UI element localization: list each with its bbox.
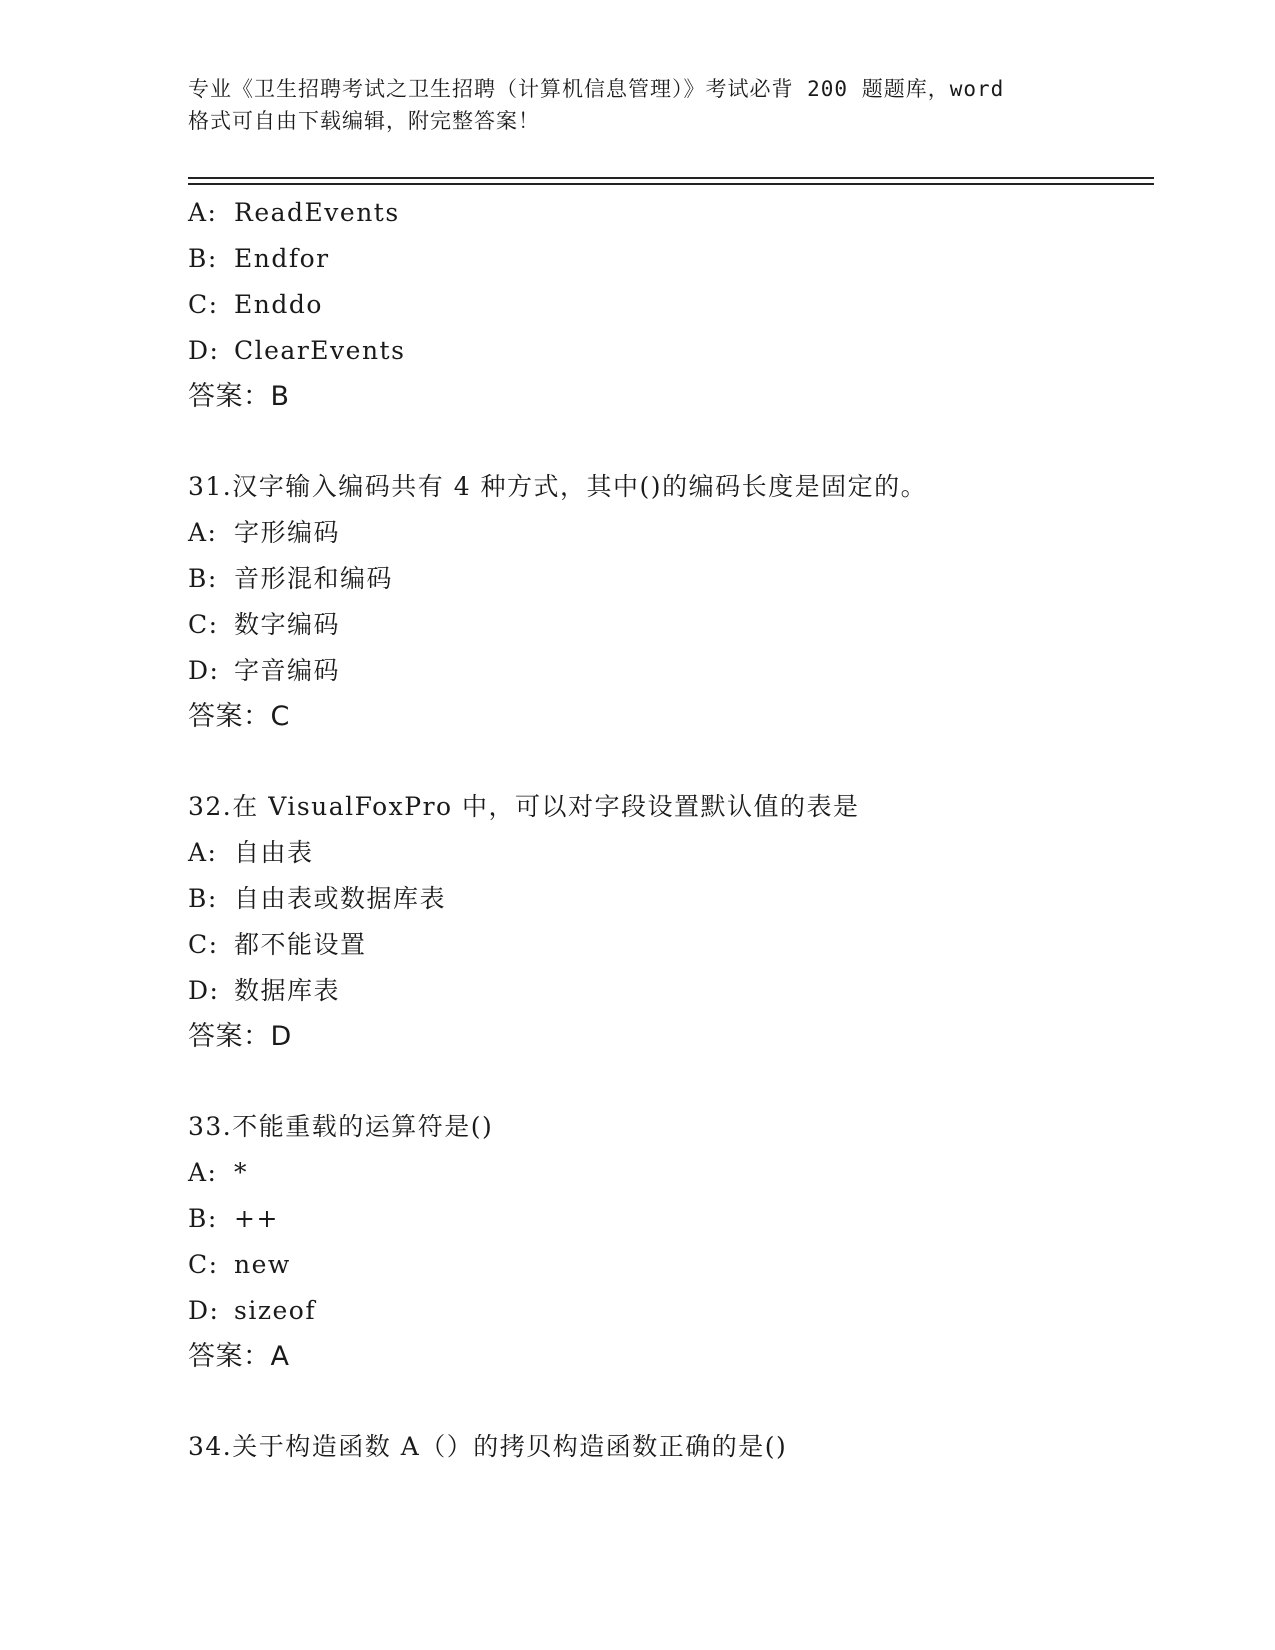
question-text: 33.不能重载的运算符是() — [188, 1112, 494, 1141]
question-text: 34.关于构造函数 A（）的拷贝构造函数正确的是() — [188, 1432, 788, 1461]
question-block — [188, 1104, 1154, 1380]
option-a: A: ReadEvents — [188, 198, 400, 227]
option-b: B: 自由表或数据库表 — [188, 884, 447, 913]
header-divider-bottom — [188, 183, 1154, 185]
option-d: D: sizeof — [188, 1296, 317, 1325]
question-block — [188, 1424, 1154, 1470]
option-d: D: 字音编码 — [188, 656, 341, 685]
option-d: D: 数据库表 — [188, 976, 341, 1005]
option-d: D: ClearEvents — [188, 336, 406, 365]
option-a: A: * — [188, 1158, 248, 1187]
option-a: A: 自由表 — [188, 838, 314, 867]
option-c: C: 都不能设置 — [188, 930, 367, 959]
header-line-1: 专业《卫生招聘考试之卫生招聘（计算机信息管理）》考试必背 200 题题库，word — [188, 77, 1005, 101]
answer-line: 答案：D — [188, 1021, 292, 1052]
option-b: B: ++ — [188, 1204, 279, 1233]
question-block — [188, 190, 1154, 420]
question-text: 32.在 VisualFoxPro 中，可以对字段设置默认值的表是 — [188, 792, 860, 821]
header-line-2: 格式可自由下载编辑，附完整答案！ — [188, 109, 540, 133]
option-c: C: 数字编码 — [188, 610, 341, 639]
option-c: C: new — [188, 1250, 291, 1279]
option-a: A: 字形编码 — [188, 518, 341, 547]
option-b: B: 音形混和编码 — [188, 564, 394, 593]
header-divider-top — [188, 177, 1154, 179]
answer-line: 答案：B — [188, 381, 290, 412]
document-header — [188, 73, 1088, 137]
answer-line: 答案：A — [188, 1341, 290, 1372]
option-b: B: Endfor — [188, 244, 330, 273]
question-block — [188, 464, 1154, 740]
question-block — [188, 784, 1154, 1060]
question-text: 31.汉字输入编码共有 4 种方式，其中()的编码长度是固定的。 — [188, 472, 928, 501]
option-c: C: Enddo — [188, 290, 323, 319]
question-list — [188, 190, 1154, 1470]
answer-line: 答案：C — [188, 701, 290, 732]
